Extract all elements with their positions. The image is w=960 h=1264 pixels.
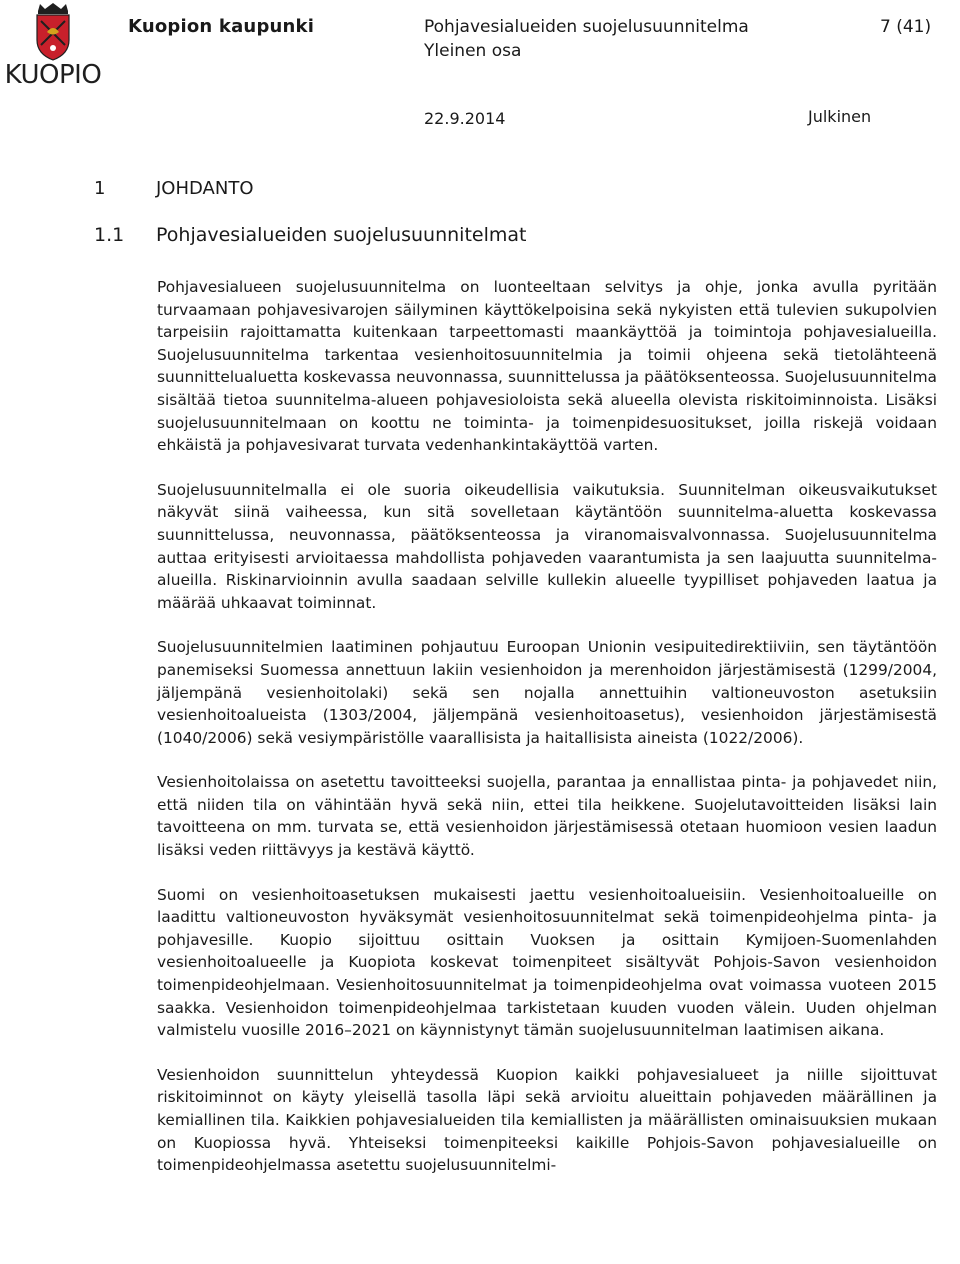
paragraph: Suojelusuunnitelmien laatiminen pohjautuu Euroopan Unionin vesipuitedirektiiviin, sen täytäntöön panemiseksi Suomessa annettuun lakiin vesienhoidon ja merenhoidon järjestämisestä (1299/2004, jäljempänä vesienhoitolaki) sekä sen nojalla annettuihin valtioneuvoston asetuksiin vesienhoitoalueista (1303/2004, jäljempänä vesienhoitoasetus), vesienhoidon järjestämisestä (1040/2006) sekä vesiympäristölle vaarallisista ja haitallisista aineista (1022/2006). [157,638,937,747]
paragraph: Suomi on vesienhoitoasetuksen mukaisesti jaettu vesienhoitoalueisiin. Vesienhoitoalueille on laadittu valtioneuvoston hyväksymät vesienhoitosuunnitelmat sekä toimenpideohjelma pinta- ja pohjavesille. Kuopio sijoittuu osittain Vuoksen ja osittain Kymijoen-Suomenlahden vesienhoitoalueelle ja Kuopiota koskevat toimenpiteet sisältyvät Pohjois-Savon vesienhoidon toimenpideohjelmaan. Vesienhoitosuunnitelmat ja toimenpideohjelma ovat voimassa vuoteen 2015 saakka. Vesienhoidon toimenpideohjelmaa tarkistetaan kuuden vuoden välein. Uuden ohjelman valmistelu vuosille 2016–2021 on käynnistynyt tämän suojelusuunnitelman laatimisen aikana. [157,885,937,1040]
paragraph: Vesienhoidon suunnittelun yhteydessä Kuopion kaikki pohjavesialueet ja niille sijoittuvat riskitoiminnot on käyty yleisellä tasolla läpi sekä arvioitu alueittain pohjaveden määrällinen ja kemiallinen tila. Kaikkien pohjavesialueiden tila kemiallisten ja määrällisten ominaisuuksien mukaan on Kuopiossa hyvä. Yhteiseksi toimenpiteeksi kaikille Pohjois-Savon pohjavesialueille on toimenpideohjelmassa asetettu suojelusuunnitelmi- [157,1065,937,1175]
logo-wordmark: KUOPIO [4,60,102,90]
document-subtitle: Yleinen osa [424,41,522,61]
chapter-number: 1 [94,178,106,199]
page-number: 7 (41) [880,17,932,37]
document-title: Pohjavesialueiden suojelusuunnitelma [424,17,749,37]
section-title: Pohjavesialueiden suojelusuunnitelmat [156,224,527,246]
section-heading [94,224,526,246]
chapter-title: JOHDANTO [156,178,254,199]
coat-of-arms-icon [4,2,102,62]
paragraph: Suojelusuunnitelmalla ei ole suoria oikeudellisia vaikutuksia. Suunnitelman oikeusvaikutukset näkyvät siinä vaiheessa, kun sitä sovelletaan käytäntöön suunnitelma-aluetta koskevassa suunnittelussa, neuvonnassa, päätöksenteossa ja viranomaisvalvonnassa. Suojelusuunnitelma auttaa erityisesti arvioitaessa mahdollista pohjaveden vaarantumista ja sen laajuutta suunnitelma-alueilla. Riskinarvioinnin avulla saadaan selville kullekin alueelle tyypilliset pohjaveden laatua ja määrää uhkaavat toiminnat. [157,480,937,612]
paragraph: Vesienhoitolaissa on asetettu tavoitteeksi suojella, parantaa ja ennallistaa pinta- ja pohjavedet niin, että niiden tila on vähintään hyvä sekä niin, ettei tila heikkene. Suojelutavoitteiden lisäksi lain tavoitteena on mm. turvata se, että vesienhoidon järjestämisessä otetaan huomioon vesien laadun lisäksi veden riittävyys ja kestävä käyttö. [157,773,937,860]
kuopio-logo [4,2,102,98]
organization-name: Kuopion kaupunki [128,16,315,37]
paragraph: Pohjavesialueen suojelusuunnitelma on luonteeltaan selvitys ja ohje, jonka avulla pyritään turvaamaan pohjavesivarojen säilyminen käyttökelpoisina sekä nykyisten että tulevien sukupolvien tarpeisiin rajoittamatta kuitenkaan tarpeettomasti maankäyttöä ja toimintoja pohjavesialueilla. Suojelusuunnitelma tarkentaa vesienhoitosuunnitelmia ja toimii ohjeena sekä tietolähteenä suunnittelualuetta koskevassa neuvonnassa, suunnittelussa ja päätöksenteossa. Suojelusuunnitelma sisältää tietoa suunnitelma-alueen pohjavesioloista sekä alueella olevista riskitoiminnoista. Lisäksi suojelusuunnitelmaan on koottu ne toiminta- ja toimenpidesuositukset, joilla riskejä voidaan ehkäistä ja pohjavesivarat turvata vedenhankintakäyttöä varten. [157,278,937,455]
chapter-heading [94,178,254,199]
section-number: 1.1 [94,224,125,246]
document-classification: Julkinen [808,107,872,126]
body-text [157,276,937,1177]
document-date: 22.9.2014 [424,109,506,128]
